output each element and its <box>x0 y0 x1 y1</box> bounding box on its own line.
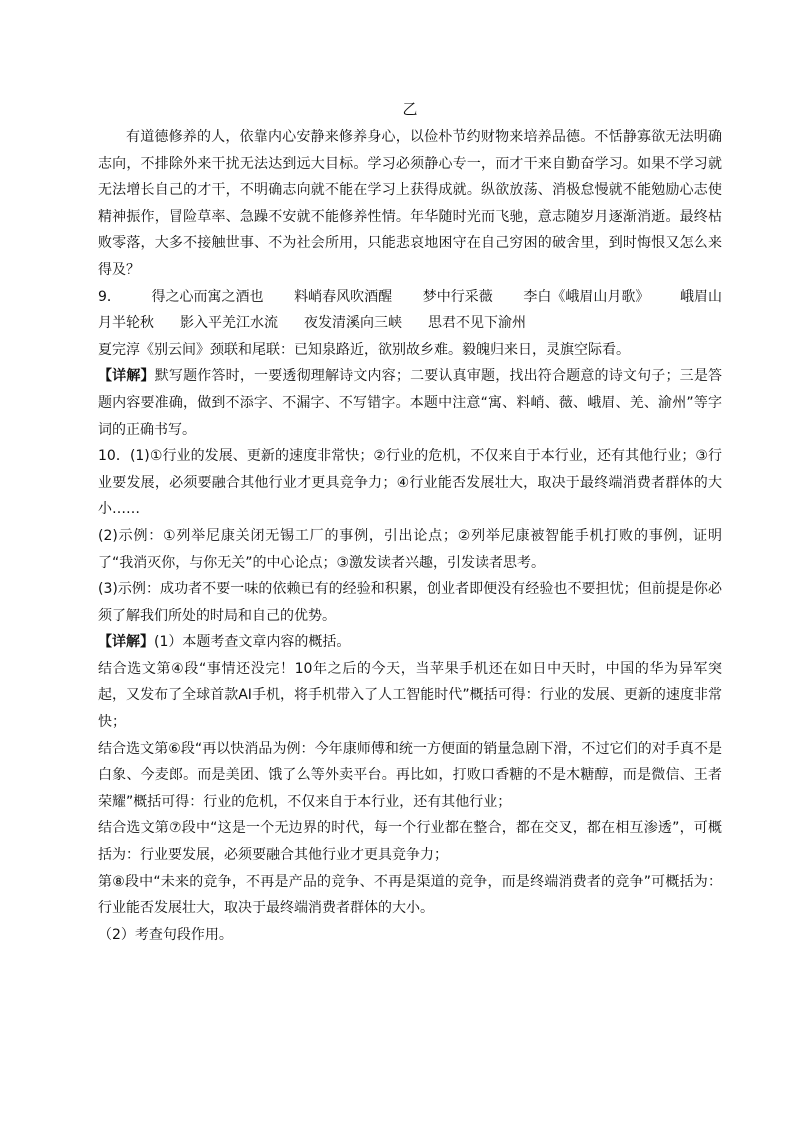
detail-label: 【详解】 <box>98 368 155 385</box>
q10-answer-3: (3)示例：成功者不要一味的依赖已有的经验和积累，创业者即便没有经验也不要担忧；但前提是你必须了解我们所处的时局和自己的优势。 <box>98 581 722 624</box>
q10-answer-1: 10．(1)①行业的发展、更新的速度非常快；②行业的危机，不仅来自于本行业，还有其他行业；③行业要发展，必须要融合其他行业才更具竞争力；④行业能否发展壮大，取决于最终端消费者群体的大小…… <box>98 448 722 518</box>
q10-detail-1: 结合选文第④段“事情还没完！10年之后的今天，当苹果手机还在如日中天时，中国的华为异军突起，又发布了全球首款AI手机，将手机带入了人工智能时代”概括可得：行业的发展、更新的速度非常快； <box>98 660 722 731</box>
detail-label: 【详解】 <box>98 634 154 651</box>
q10-detail-3: 结合选文第⑦段中“这是一个无边界的时代，每一个行业都在整合，都在交叉，都在相互渗透”，可概括为：行业要发展，必须要融合其他行业才更具竞争力； <box>98 820 722 864</box>
q10-answer-2: (2)示例：①列举尼康关闭无锡工厂的事例，引出论点；②列举尼康被智能手机打败的事例，证明了“我消灭你，与你无关”的中心论点；③激发读者兴趣，引发读者思考。 <box>98 527 722 571</box>
answer-page <box>98 96 722 948</box>
q9-answer-item: 梦中行采薇 <box>422 288 493 305</box>
q9-answer-item: 思君不见下渝州 <box>428 315 526 332</box>
q9-answer-item: 月半轮秋 <box>98 315 154 332</box>
q9-answer-item: 影入平羌江水流 <box>180 315 278 332</box>
q9-answer-item: 料峭春风吹酒醒 <box>294 288 393 305</box>
q9-answer-item: 峨眉山 <box>679 288 722 305</box>
q9-answer-item: 夜发清溪向三峡 <box>304 315 402 332</box>
q10-detail-intro-text: (1）本题考查文章内容的概括。 <box>154 634 351 651</box>
q9-answer-row-2 <box>98 310 722 337</box>
q9-answer-row-1 <box>98 284 722 311</box>
q9-detail <box>98 363 722 443</box>
q10-detail-4: 第⑧段中“未来的竞争，不再是产品的竞争、不再是渠道的竞争，而是终端消费者的竞争”可概括为：行业能否发展壮大，取决于最终端消费者群体的大小。 <box>98 873 722 917</box>
q9-detail-text: 默写题作答时，一要透彻理解诗文内容；二要认真审题，找出符合题意的诗文句子；三是答题内容要准确，做到不添字、不漏字、不写错字。本题中注意“寓、料峭、薇、峨眉、羌、渝州”等字词的正确书写。 <box>98 368 723 438</box>
section-heading: 乙 <box>402 100 418 118</box>
q9-extra-answer: 夏完淳《别云间》颈联和尾联：已知泉路近，欲别故乡难。毅魄归来日，灵旗空际看。 <box>98 341 630 358</box>
q9-answer-item: 得之心而寓之酒也 <box>151 288 264 305</box>
q10-detail-intro <box>98 629 722 656</box>
q9-answer-item: 李白《峨眉山月歌》 <box>523 288 650 305</box>
translation-paragraph: 有道德修养的人，依靠内心安静来修养身心，以俭朴节约财物来培养品德。不恬静寡欲无法明确志向，不排除外来干扰无法达到远大目标。学习必须静心专一，而才干来自勤奋学习。如果不学习就无法增长自己的才干，不明确志向就不能在学习上获得成就。纵欲放荡、消极怠慢就不能勉励心志使精神振作，冒险草率、急躁不安就不能修养性情。年华随时光而飞驰，意志随岁月逐渐消逝。最终枯败零落，大多不接触世事、不为社会所用，只能悲哀地困守在自己穷困的破舍里，到时悔恨又怎么来得及？ <box>98 129 722 278</box>
q9-number: 9． <box>98 288 121 305</box>
q10-detail-2: 结合选文第⑥段“再以快消品为例：今年康师傅和统一方便面的销量急剧下滑，不过它们的对手真不是白象、今麦郎。而是美团、饿了么等外卖平台。再比如，打败口香糖的不是木糖醇，而是微信、王者荣耀”概括可得：行业的危机，不仅来自于本行业，还有其他行业； <box>98 740 722 810</box>
q10-detail-5: （2）考查句段作用。 <box>98 926 233 943</box>
